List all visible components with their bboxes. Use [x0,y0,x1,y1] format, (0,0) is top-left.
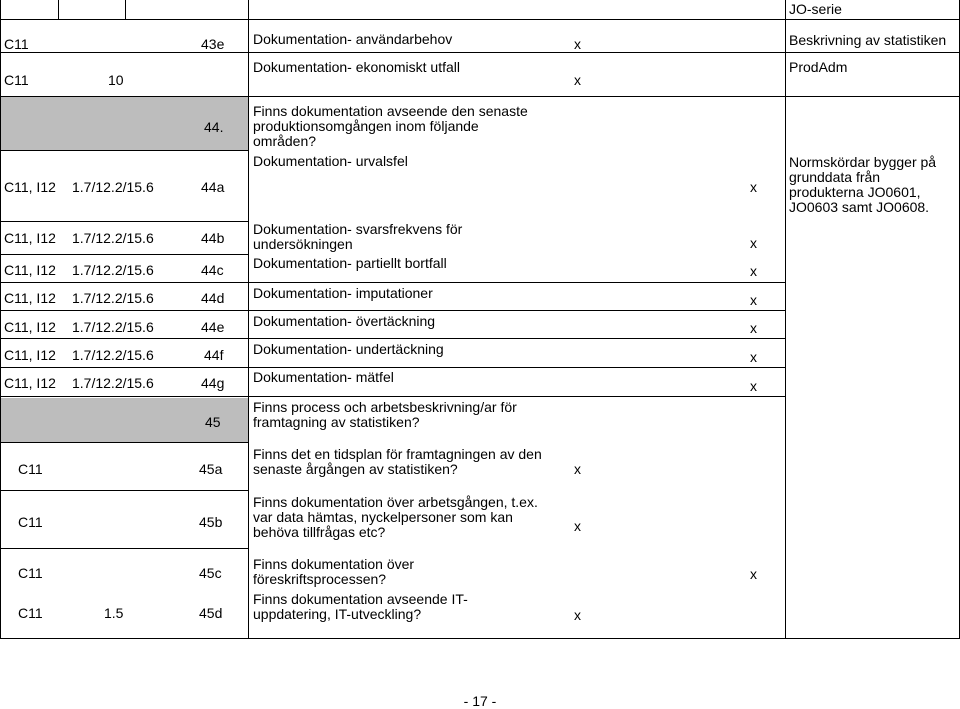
rule [0,548,248,549]
row-question: Finns det en tidsplan för framtagningen av den senaste årgången av statistiken? [253,446,542,477]
row-number: 45c [199,565,222,581]
row-ref: 1.7/12.2/15.6 [72,262,154,278]
row-code: C11 [18,514,43,530]
rule [0,310,785,311]
prodadm-label: ProdAdm [789,59,848,75]
row-ref: 1.7/12.2/15.6 [72,290,154,306]
row-code: C11, I12 [4,230,56,246]
row-mark: x [574,72,581,88]
row-code: C11 [4,72,29,88]
row-question: Dokumentation- ekonomiskt utfall [253,59,460,75]
row-number: 45d [199,605,223,621]
row-number: 44d [201,290,225,306]
row-code: C11, I12 [4,179,56,195]
rule [0,490,248,491]
page-number: - 17 - [463,693,497,709]
rule [0,638,960,639]
row-ref: 1.7/12.2/15.6 [72,347,154,363]
row-code: C11, I12 [4,290,56,306]
row-mark: x [750,349,757,365]
row-mark: x [750,566,757,582]
row-mark: x [574,461,581,477]
row-note: Normskördar bygger på grunddata från produkterna JO0601, JO0603 samt JO0608. [789,154,937,215]
row-question: Dokumentation- urvalsfel [253,153,408,169]
row-question: Dokumentation- partiellt bortfall [253,255,447,271]
row-code: C11 [18,461,43,477]
row-mark: x [574,36,581,52]
rule [0,396,785,397]
row-question: Finns dokumentation avseende den senaste produktionsomgången inom följande områden? [253,103,528,149]
row-code: C11 [4,36,29,52]
row-number: 44f [204,347,224,363]
rule [58,0,59,20]
row-mark: x [750,320,757,336]
rule [0,254,248,255]
rule [0,221,248,222]
rule [0,338,785,339]
row-mark: x [750,263,757,279]
row-number: 44. [204,119,224,135]
row-mark: x [750,235,757,251]
row-question: Dokumentation- undertäckning [253,341,444,357]
row-code: C11 [18,565,43,581]
row-question: Dokumentation- svarsfrekvens för undersökningen [253,221,463,252]
rule [0,19,960,20]
row-number: 44e [201,319,225,335]
rule [125,0,126,20]
row-number: 44g [201,375,225,391]
row-number: 45 [205,414,221,430]
row-ref: 10 [108,72,124,88]
rule [785,0,786,638]
rule [0,367,785,368]
row-ref: 1.5 [104,605,124,621]
row-mark: x [574,518,581,534]
row-mark: x [750,179,757,195]
row-question: Finns dokumentation över arbetsgången, t.ex. var data hämtas, nyckelpersoner som kan behöva tillfrågas etc? [253,494,538,540]
row-question: Dokumentation- användarbehov [253,31,453,47]
rule [0,150,248,151]
row-question: Dokumentation- imputationer [253,285,433,301]
row-number: 45a [199,461,223,477]
row-question: Dokumentation- mätfel [253,369,394,385]
rule [0,442,248,443]
row-question: Finns dokumentation över föreskriftsprocessen? [253,556,415,587]
row-code: C11, I12 [4,347,56,363]
series-label: JO-serie [789,1,842,17]
row-ref: 1.7/12.2/15.6 [72,179,154,195]
rule [0,96,960,97]
row-code: C11, I12 [4,375,56,391]
rule [0,282,785,283]
row-number: 44a [201,179,225,195]
row-ref: 1.7/12.2/15.6 [72,319,154,335]
row-mark: x [750,378,757,394]
description-label: Beskrivning av statistiken [789,32,947,48]
row-number: 45b [199,514,223,530]
row-code: C11, I12 [4,262,56,278]
row-code: C11, I12 [4,319,56,335]
rule [0,0,1,638]
rule [248,0,249,638]
row-mark: x [750,292,757,308]
row-question: Finns dokumentation avseende IT-uppdatering, IT-utveckling? [253,591,468,622]
row-number: 44c [201,262,224,278]
row-question: Dokumentation- övertäckning [253,313,436,329]
row-mark: x [574,607,581,623]
row-code: C11 [18,605,43,621]
row-number: 43e [201,36,225,52]
rule [0,52,960,53]
row-number: 44b [201,230,225,246]
row-ref: 1.7/12.2/15.6 [72,230,154,246]
row-question: Finns process och arbetsbeskrivning/ar för framtagning av statistiken? [253,399,517,430]
row-ref: 1.7/12.2/15.6 [72,375,154,391]
